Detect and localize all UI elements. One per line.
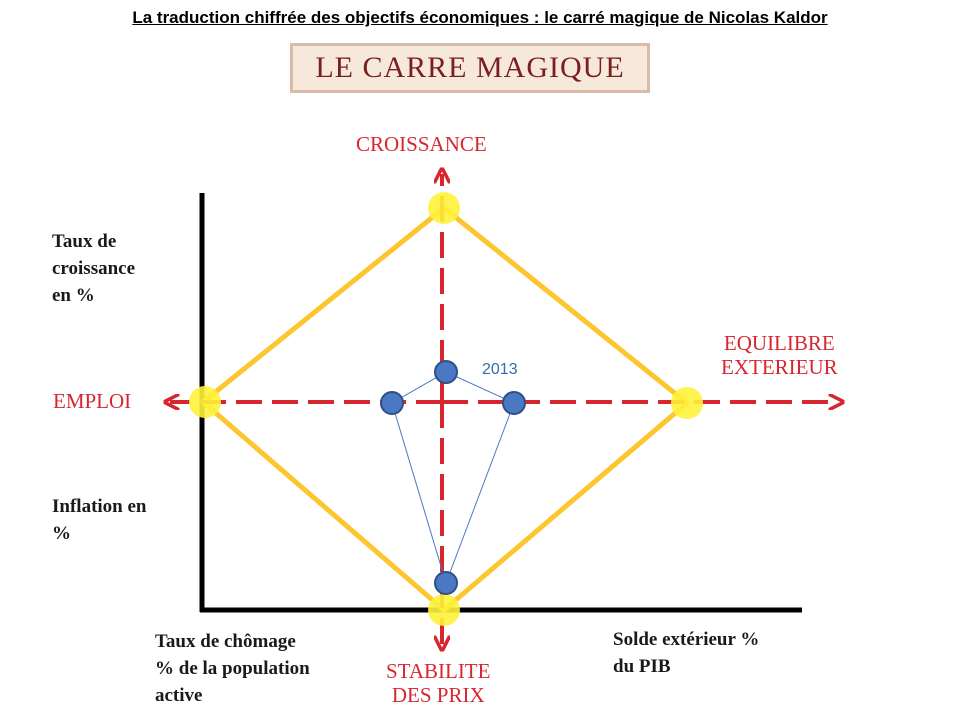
magic-square-diamond [203, 208, 687, 610]
inflation-axis-label: Inflation en % [52, 496, 147, 544]
growth-vertex [428, 192, 460, 224]
price-stability-vertex [428, 594, 460, 626]
page-title: La traduction chiffrée des objectifs économiques : le carré magique de Nicolas Kaldor [132, 8, 828, 27]
objective-growth-label: CROISSANCE [356, 132, 487, 156]
employment-vertex [189, 386, 221, 418]
growth-axis-label: Taux de croissance en % [52, 231, 136, 306]
unemployment-axis-label: Taux de chômage % de la population active [155, 631, 310, 706]
year-2013-growth-point [435, 361, 457, 383]
objective-external-balance-label: EQUILIBRE EXTERIEUR [721, 331, 838, 379]
objective-employment-label: EMPLOI [53, 389, 132, 413]
year-label: 2013 [482, 361, 518, 378]
year-2013-external-balance-point [503, 392, 525, 414]
year-2013-employment-point [381, 392, 403, 414]
magic-square-title: LE CARRE MAGIQUE [315, 51, 625, 84]
objective-price-stability-label: STABILITE DES PRIX [386, 659, 491, 707]
year-2013-price-stability-point [435, 572, 457, 594]
external-balance-vertex [671, 387, 703, 419]
external-balance-axis-label: Solde extérieur % du PIB [613, 629, 760, 677]
